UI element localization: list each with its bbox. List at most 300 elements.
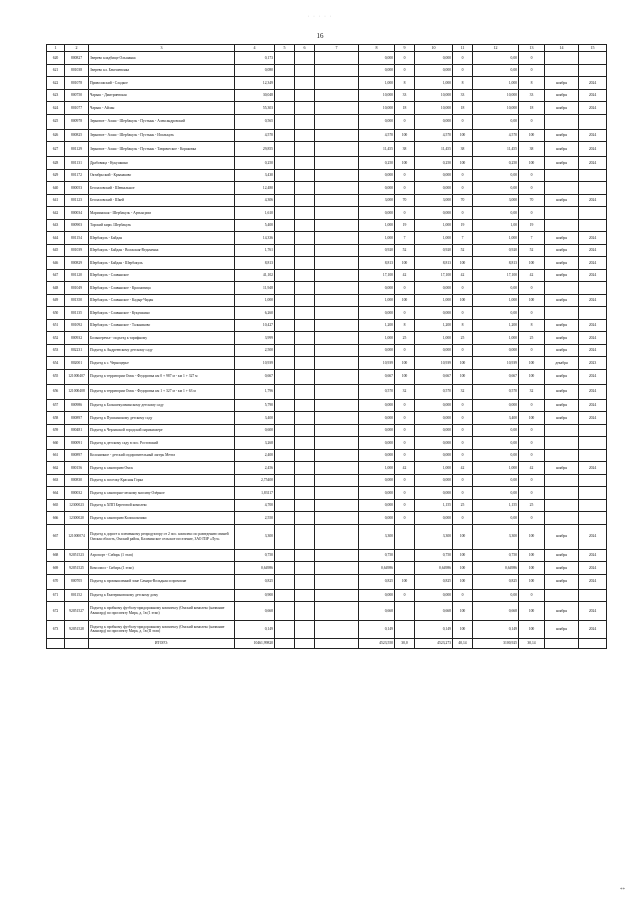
table-cell: 0,667 [415, 369, 453, 384]
table-row [47, 357, 607, 370]
header-cell: 13 [519, 45, 545, 52]
table-cell: 4,700 [235, 499, 275, 512]
table-cell: 628 [47, 157, 65, 170]
table-cell [295, 219, 315, 232]
table-cell: ноября [545, 142, 579, 157]
table-cell: 42 [395, 269, 415, 282]
table-cell [275, 357, 295, 370]
table-cell [579, 64, 607, 77]
table-row [47, 474, 607, 487]
table-cell: 0 [519, 399, 545, 412]
table-cell: 8 [519, 319, 545, 332]
table-cell: 0 [395, 399, 415, 412]
road-name-cell: Подъезд к детскому саду в пос. Ростовский [89, 437, 235, 450]
table-cell: 0,000 [359, 344, 395, 357]
table-cell: 0,000 [359, 449, 395, 462]
table-cell: 2024 [579, 257, 607, 270]
table-cell: 0,000 [415, 52, 453, 65]
table-cell [579, 589, 607, 602]
table-cell [275, 307, 295, 320]
table-cell [545, 474, 579, 487]
table-cell: 801350 [65, 294, 89, 307]
table-cell: 0,000 [359, 114, 395, 129]
table-cell [579, 499, 607, 512]
table-cell: 801039 [65, 244, 89, 257]
table-cell [275, 562, 295, 575]
table-cell: 1,200 [359, 319, 395, 332]
table-cell: 654 [47, 357, 65, 370]
table-cell: 100 [519, 357, 545, 370]
table-cell: 0 [453, 399, 473, 412]
table-cell [545, 499, 579, 512]
table-cell: 0 [519, 474, 545, 487]
table-cell: 0,173 [235, 52, 275, 65]
table-cell: 0 [395, 207, 415, 220]
table-cell: 0,570 [415, 384, 453, 399]
road-name-cell: Подъезд к с. Черноцерье [89, 357, 235, 370]
table-cell: 0,000 [415, 114, 453, 129]
table-cell: 800034 [65, 207, 89, 220]
page-number: 16 [316, 32, 324, 40]
table-cell: 670 [47, 574, 65, 589]
table-cell: ноября [545, 157, 579, 170]
table-cell: 0,000 [415, 344, 453, 357]
table-cell [315, 169, 359, 182]
total-cell: 4523,273 [415, 639, 453, 649]
table-cell [315, 602, 359, 621]
table-row [47, 319, 607, 332]
table-cell: 10,000 [415, 89, 453, 102]
table-cell: 52 [453, 244, 473, 257]
table-cell: 801135 [65, 307, 89, 320]
road-name-cell: Зерновое - Алаш - Шербакуль - Пустынь - Таврическое - Кораковка [89, 142, 235, 157]
table-cell [395, 549, 415, 562]
table-cell: 800825 [65, 129, 89, 142]
table-cell: 100 [395, 157, 415, 170]
table-cell: 0,000 [359, 499, 395, 512]
table-cell: 0,080 [235, 64, 275, 77]
table-cell: 0 [395, 449, 415, 462]
table-cell: 18 [453, 102, 473, 115]
table-cell: 100 [519, 129, 545, 142]
total-cell: 4523,550 [359, 639, 395, 649]
road-name-cell: Чарыш - Айлан [89, 102, 235, 115]
table-cell: 0,000 [359, 282, 395, 295]
table-cell: 665 [47, 499, 65, 512]
table-cell: 0,000 [415, 449, 453, 462]
table-cell: 8 [395, 77, 415, 90]
table-cell: ноября [545, 332, 579, 345]
table-cell: 0,00 [473, 207, 519, 220]
table-cell: 0,000 [359, 437, 395, 450]
table-cell: 0,00 [473, 424, 519, 437]
table-cell: 0 [453, 487, 473, 500]
table-row [47, 129, 607, 142]
table-cell: 42 [519, 269, 545, 282]
table-cell: 0,825 [473, 574, 519, 589]
table-cell: 1,000 [415, 219, 453, 232]
table-row [47, 307, 607, 320]
table-cell [275, 589, 295, 602]
table-cell: 10,939 [473, 357, 519, 370]
table-cell [315, 512, 359, 525]
table-row [47, 142, 607, 157]
table-cell: 10,000 [415, 102, 453, 115]
table-cell [275, 129, 295, 142]
road-name-cell: Беспаловский - Шкей [89, 194, 235, 207]
table-row [47, 499, 607, 512]
table-cell [295, 232, 315, 245]
table-cell: 0 [519, 207, 545, 220]
table-cell [295, 412, 315, 425]
table-cell [545, 449, 579, 462]
table-cell: 0,750 [359, 549, 395, 562]
table-cell: 2024 [579, 384, 607, 399]
table-cell: 0,667 [473, 369, 519, 384]
table-cell: 2024 [579, 142, 607, 157]
table-cell: 0,00 [473, 114, 519, 129]
table-cell: 0,000 [359, 474, 395, 487]
table-row [47, 369, 607, 384]
road-name-cell: Шербакуль - Славянское - Красновица [89, 282, 235, 295]
table-row [47, 344, 607, 357]
table-cell: 1,000 [359, 462, 395, 475]
table-cell: 0 [453, 307, 473, 320]
table-cell: 0 [519, 282, 545, 295]
table-cell: 100 [519, 369, 545, 384]
table-cell: 801123 [65, 194, 89, 207]
table-cell: 10,000 [473, 89, 519, 102]
table-cell: 0,000 [415, 282, 453, 295]
table-cell: 1,000 [359, 232, 395, 245]
table-cell: 0,000 [415, 207, 453, 220]
table-cell: 100 [453, 574, 473, 589]
table-row [47, 52, 607, 65]
table-cell: 2024 [579, 319, 607, 332]
table-cell [315, 449, 359, 462]
table-cell [295, 369, 315, 384]
table-cell: 8 [453, 319, 473, 332]
table-cell: 1,000 [415, 294, 453, 307]
table-cell: 0,565 [235, 114, 275, 129]
table-cell: 2024 [579, 269, 607, 282]
table-cell: 647 [47, 269, 65, 282]
table-cell: 0,750 [473, 549, 519, 562]
table-cell: 25 [453, 332, 473, 345]
table-cell: 19 [395, 219, 415, 232]
table-cell [275, 64, 295, 77]
road-name-cell: Шербакуль - Славянское - Тальниково [89, 319, 235, 332]
table-row [47, 332, 607, 345]
table-cell: 3,400 [473, 412, 519, 425]
table-cell: 1,000 [359, 77, 395, 90]
table-cell: ноября [545, 602, 579, 621]
total-cell: 10461,99820 [235, 639, 275, 649]
table-cell: 33 [453, 89, 473, 102]
table-cell [275, 620, 295, 639]
table-cell: 800032 [65, 487, 89, 500]
table-cell: 2024 [579, 102, 607, 115]
table-cell: 55,303 [235, 102, 275, 115]
table-cell: 100 [453, 549, 473, 562]
table-cell: 0 [453, 424, 473, 437]
table-cell [315, 142, 359, 157]
table-cell: 100 [519, 574, 545, 589]
road-name-cell: Подъезд к промышленной зоне Самара-Вольдная и промзоне [89, 574, 235, 589]
table-cell: 658 [47, 412, 65, 425]
table-row [47, 169, 607, 182]
table-cell: ноября [545, 319, 579, 332]
table-row [47, 282, 607, 295]
table-cell [295, 344, 315, 357]
table-cell [545, 512, 579, 525]
table-row [47, 89, 607, 102]
table-cell: 1,000 [473, 294, 519, 307]
table-cell: 10,427 [235, 319, 275, 332]
table-cell [579, 512, 607, 525]
table-cell: декабря [545, 357, 579, 370]
table-cell: 0,000 [359, 399, 395, 412]
table-cell: 12,349 [235, 77, 275, 90]
table-cell: 2024 [579, 332, 607, 345]
road-name-cell: Драбовица - Кукушкино [89, 157, 235, 170]
table-cell [275, 219, 295, 232]
table-cell: 0 [395, 437, 415, 450]
table-cell: 2024 [579, 620, 607, 639]
table-cell [315, 257, 359, 270]
table-cell [315, 307, 359, 320]
table-cell: 0,000 [359, 307, 395, 320]
table-cell [295, 282, 315, 295]
table-cell [579, 307, 607, 320]
table-cell: 0,920 [473, 244, 519, 257]
table-cell: 2024 [579, 412, 607, 425]
road-name-cell: Комсомол - Сибирь (1 этап) [89, 562, 235, 575]
table-row [47, 574, 607, 589]
table-cell: 646 [47, 257, 65, 270]
table-cell: 42 [453, 462, 473, 475]
table-cell [315, 319, 359, 332]
table-cell: 1,000 [473, 462, 519, 475]
table-cell: 4,570 [359, 129, 395, 142]
table-cell: 660 [47, 437, 65, 450]
table-cell: 801120 [65, 269, 89, 282]
table-cell [315, 332, 359, 345]
table-cell [545, 219, 579, 232]
table-cell: 2024 [579, 462, 607, 475]
table-cell: 1,000 [415, 462, 453, 475]
table-cell [295, 307, 315, 320]
table-cell: 0,000 [415, 589, 453, 602]
table-cell [579, 437, 607, 450]
table-cell [295, 399, 315, 412]
table-cell: 1,155 [473, 499, 519, 512]
table-cell [315, 524, 359, 549]
table-cell: 0,920 [359, 244, 395, 257]
road-name-cell: Подъезд к пробному футболу-придорожному комплексу (Омский комплекс (название Авангард) по проспекту Мира, д. 1в (1 этап) [89, 602, 235, 621]
table-cell: 0,668 [359, 602, 395, 621]
table-cell: 0,000 [359, 182, 395, 195]
table-cell: 0 [519, 449, 545, 462]
road-register-table [46, 44, 607, 649]
table-cell: 100 [395, 369, 415, 384]
table-cell: 100 [519, 412, 545, 425]
road-name-cell: Беспаловский - Шевкальное [89, 182, 235, 195]
table-cell: 4,570 [235, 129, 275, 142]
table-cell: 42 [453, 269, 473, 282]
table-cell: 100 [453, 357, 473, 370]
table-cell: 100 [453, 602, 473, 621]
table-cell [315, 412, 359, 425]
road-name-cell: Подъезд к санаторию Колокольчики [89, 512, 235, 525]
table-cell [315, 357, 359, 370]
table-cell: 656 [47, 384, 65, 399]
table-cell: 25 [453, 499, 473, 512]
table-cell: 0 [519, 182, 545, 195]
table-cell: 19 [453, 219, 473, 232]
table-cell: 100 [453, 620, 473, 639]
table-cell: 642 [47, 207, 65, 220]
table-cell: 0,000 [415, 399, 453, 412]
table-cell: 800903 [65, 219, 89, 232]
table-cell [315, 194, 359, 207]
table-cell: 0 [395, 64, 415, 77]
table-row [47, 114, 607, 129]
table-cell [275, 169, 295, 182]
table-cell: 38 [395, 142, 415, 157]
table-cell: 0,64986 [235, 562, 275, 575]
table-cell: 8,813 [473, 257, 519, 270]
table-row [47, 102, 607, 115]
table-cell: 1,000 [473, 77, 519, 90]
table-cell [315, 589, 359, 602]
table-cell: 802001 [65, 357, 89, 370]
table-cell: 0,250 [359, 157, 395, 170]
table-cell [275, 399, 295, 412]
table-cell [579, 182, 607, 195]
road-name-cell: Подъезд к Андреевскому детскому саду [89, 344, 235, 357]
table-cell: 801172 [65, 169, 89, 182]
table-cell: 0,825 [359, 574, 395, 589]
table-cell: 10,939 [415, 357, 453, 370]
table-cell [275, 182, 295, 195]
table-cell [545, 64, 579, 77]
table-cell: 0,64986 [415, 562, 453, 575]
table-cell: 0 [453, 412, 473, 425]
table-cell: 0 [395, 487, 415, 500]
table-cell: 1,000 [359, 219, 395, 232]
table-cell: 7 [395, 232, 415, 245]
table-cell: 0,000 [359, 487, 395, 500]
table-cell: 0 [453, 437, 473, 450]
table-row [47, 77, 607, 90]
road-name-cell: Шербакуль - Славянское [89, 269, 235, 282]
table-cell: 3,999 [235, 332, 275, 345]
total-cell: 30,0 [395, 639, 415, 649]
table-cell: ноября [545, 399, 579, 412]
table-cell: 0 [453, 282, 473, 295]
total-cell [545, 639, 579, 649]
table-cell: 11,948 [235, 282, 275, 295]
table-cell [275, 257, 295, 270]
road-name-cell: Подъезд к Пушкинскому детскому саду [89, 412, 235, 425]
table-cell [275, 319, 295, 332]
table-cell: 0 [453, 64, 473, 77]
table-row [47, 487, 607, 500]
table-row [47, 589, 607, 602]
table-cell: 0,00 [473, 282, 519, 295]
table-cell: 100 [519, 602, 545, 621]
total-cell: 3100,925 [473, 639, 519, 649]
table-cell: 652 [47, 332, 65, 345]
table-cell: 800978 [65, 114, 89, 129]
table-row [47, 602, 607, 621]
table-cell: ноября [545, 412, 579, 425]
road-name-cell: Зверево кладбище Ольшанка [89, 52, 235, 65]
road-name-cell: Зверево кл. Бекешевонка [89, 64, 235, 77]
table-cell [295, 384, 315, 399]
table-row [47, 182, 607, 195]
table-cell [295, 462, 315, 475]
table-cell [395, 562, 415, 575]
table-cell [315, 424, 359, 437]
table-cell: 4,570 [415, 129, 453, 142]
table-cell: 0 [519, 589, 545, 602]
table-cell [295, 487, 315, 500]
total-cell: 30,14 [519, 639, 545, 649]
table-cell: 8,813 [235, 257, 275, 270]
table-cell [295, 589, 315, 602]
table-cell [315, 344, 359, 357]
road-name-cell: Шербакуль - Славянское - Кукушкино [89, 307, 235, 320]
table-cell: 121000408 [65, 384, 89, 399]
table-cell: 1,000 [415, 232, 453, 245]
table-cell: 10,939 [359, 357, 395, 370]
road-name-cell: Подъезд к поселку Красная Горка [89, 474, 235, 487]
table-cell: 17,100 [415, 269, 453, 282]
table-cell: 645 [47, 244, 65, 257]
table-cell: 0 [395, 307, 415, 320]
table-cell: 11,455 [415, 142, 453, 157]
table-cell [545, 182, 579, 195]
table-cell [315, 207, 359, 220]
table-cell: 800829 [65, 257, 89, 270]
table-cell: 8 [519, 77, 545, 90]
table-cell: 0,000 [473, 344, 519, 357]
table-cell: 801152 [65, 589, 89, 602]
table-cell: 4,570 [473, 129, 519, 142]
table-cell: 100 [519, 562, 545, 575]
header-cell: 8 [359, 45, 395, 52]
table-cell: 100 [519, 294, 545, 307]
table-cell: 0,000 [415, 512, 453, 525]
table-cell [295, 499, 315, 512]
table-cell [579, 487, 607, 500]
table-cell: 0 [395, 412, 415, 425]
table-cell: 662 [47, 462, 65, 475]
table-cell: 100 [519, 549, 545, 562]
header-cell: 4 [235, 45, 275, 52]
table-cell: 1,761 [235, 244, 275, 257]
total-cell: 40,14 [453, 639, 473, 649]
total-cell [275, 639, 295, 649]
table-cell: 3,000 [359, 194, 395, 207]
table-cell: 2024 [579, 232, 607, 245]
table-cell: 2024 [579, 89, 607, 102]
table-cell: 100 [519, 157, 545, 170]
table-cell: 1,000 [415, 77, 453, 90]
table-cell: 100 [453, 157, 473, 170]
